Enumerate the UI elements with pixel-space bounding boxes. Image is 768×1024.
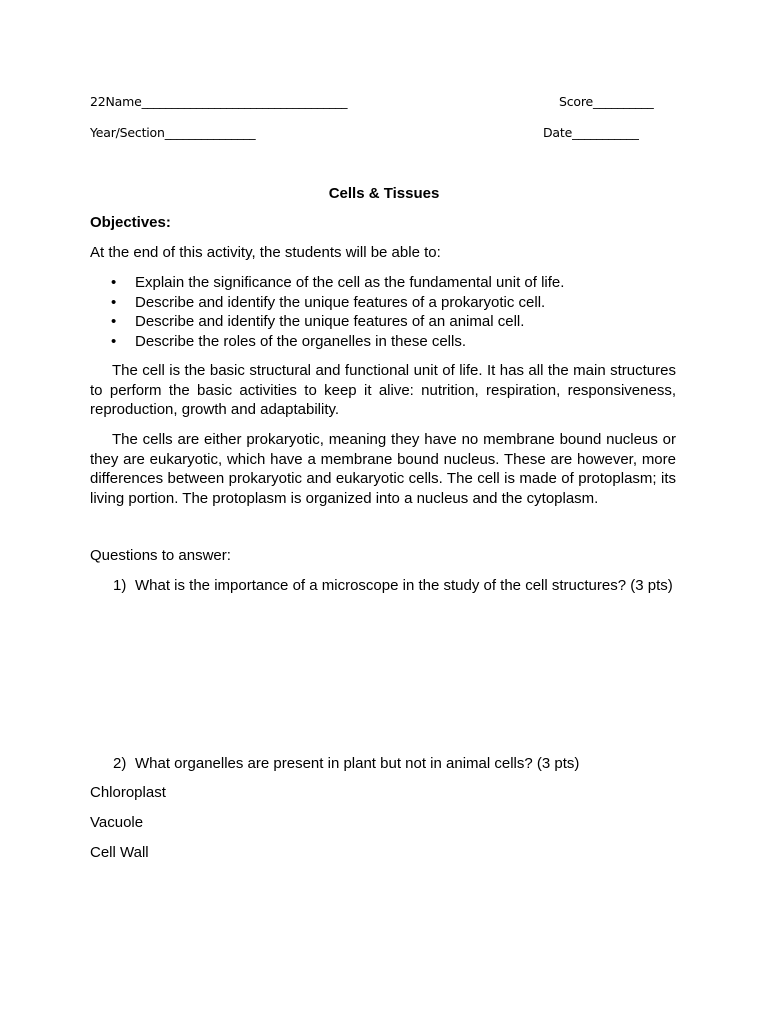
bullet-icon: • — [111, 274, 117, 291]
answer-line: Chloroplast — [90, 784, 166, 801]
objective-item — [90, 273, 564, 293]
page-title: Cells & Tissues — [328, 185, 440, 202]
objectives-heading: Objectives: — [90, 214, 171, 231]
objective-text: Explain the significance of the cell as the fundamental unit of life. — [135, 274, 565, 291]
objective-item — [90, 332, 564, 352]
objective-item — [90, 312, 564, 332]
objective-text: Describe and identify the unique features of a prokaryotic cell. — [135, 293, 546, 311]
question-1-number: 1) — [113, 577, 127, 594]
objectives-intro: At the end of this activity, the students will be able to: — [90, 244, 441, 261]
paragraph-cell-definition: The cell is the basic structural and functional unit of life. It has all the main structures to perform the basic activities to keep it alive: nutrition, respiration, responsiveness, reproduction, growth and adaptability. — [90, 362, 676, 418]
name-blank[interactable]: __________________________________ — [141, 94, 348, 109]
name-field[interactable] — [90, 94, 347, 109]
date-blank[interactable]: ___________ — [572, 125, 639, 140]
objective-text: Describe and identify the unique features of an animal cell. — [135, 313, 525, 330]
bullet-icon: • — [111, 293, 117, 311]
bullet-icon: • — [111, 313, 117, 330]
date-field[interactable] — [543, 125, 639, 140]
answer-line: Vacuole — [90, 814, 144, 831]
score-field[interactable] — [559, 94, 654, 109]
date-label: Date — [543, 125, 573, 140]
name-label: 22Name — [90, 94, 142, 109]
bullet-icon: • — [111, 332, 117, 350]
objective-item — [90, 293, 564, 313]
objective-text: Describe the roles of the organelles in these cells. — [135, 332, 467, 350]
answer-line: Cell Wall — [90, 844, 149, 861]
section-blank[interactable]: _______________ — [164, 125, 256, 140]
question-2-number: 2) — [113, 755, 127, 772]
paragraph-cell-types: The cells are either prokaryotic, meaning they have no membrane bound nucleus or they are eukaryotic, which have a membrane bound nucleus. These are however, more differences between prokaryotic and eukaryotic cells. The cell is made of protoplasm; its living portion. The protoplasm is organized into a nucleus and the cytoplasm. — [90, 431, 676, 507]
section-field[interactable] — [90, 125, 255, 140]
score-blank[interactable]: __________ — [593, 94, 654, 109]
question-1-text: What is the importance of a microscope in the study of the cell structures? (3 pts) — [135, 577, 673, 594]
section-label: Year/Section — [90, 125, 165, 140]
questions-heading: Questions to answer: — [90, 547, 231, 564]
score-label: Score — [559, 94, 594, 109]
objectives-list — [90, 273, 564, 351]
question-2-text: What organelles are present in plant but not in animal cells? (3 pts) — [135, 755, 580, 772]
